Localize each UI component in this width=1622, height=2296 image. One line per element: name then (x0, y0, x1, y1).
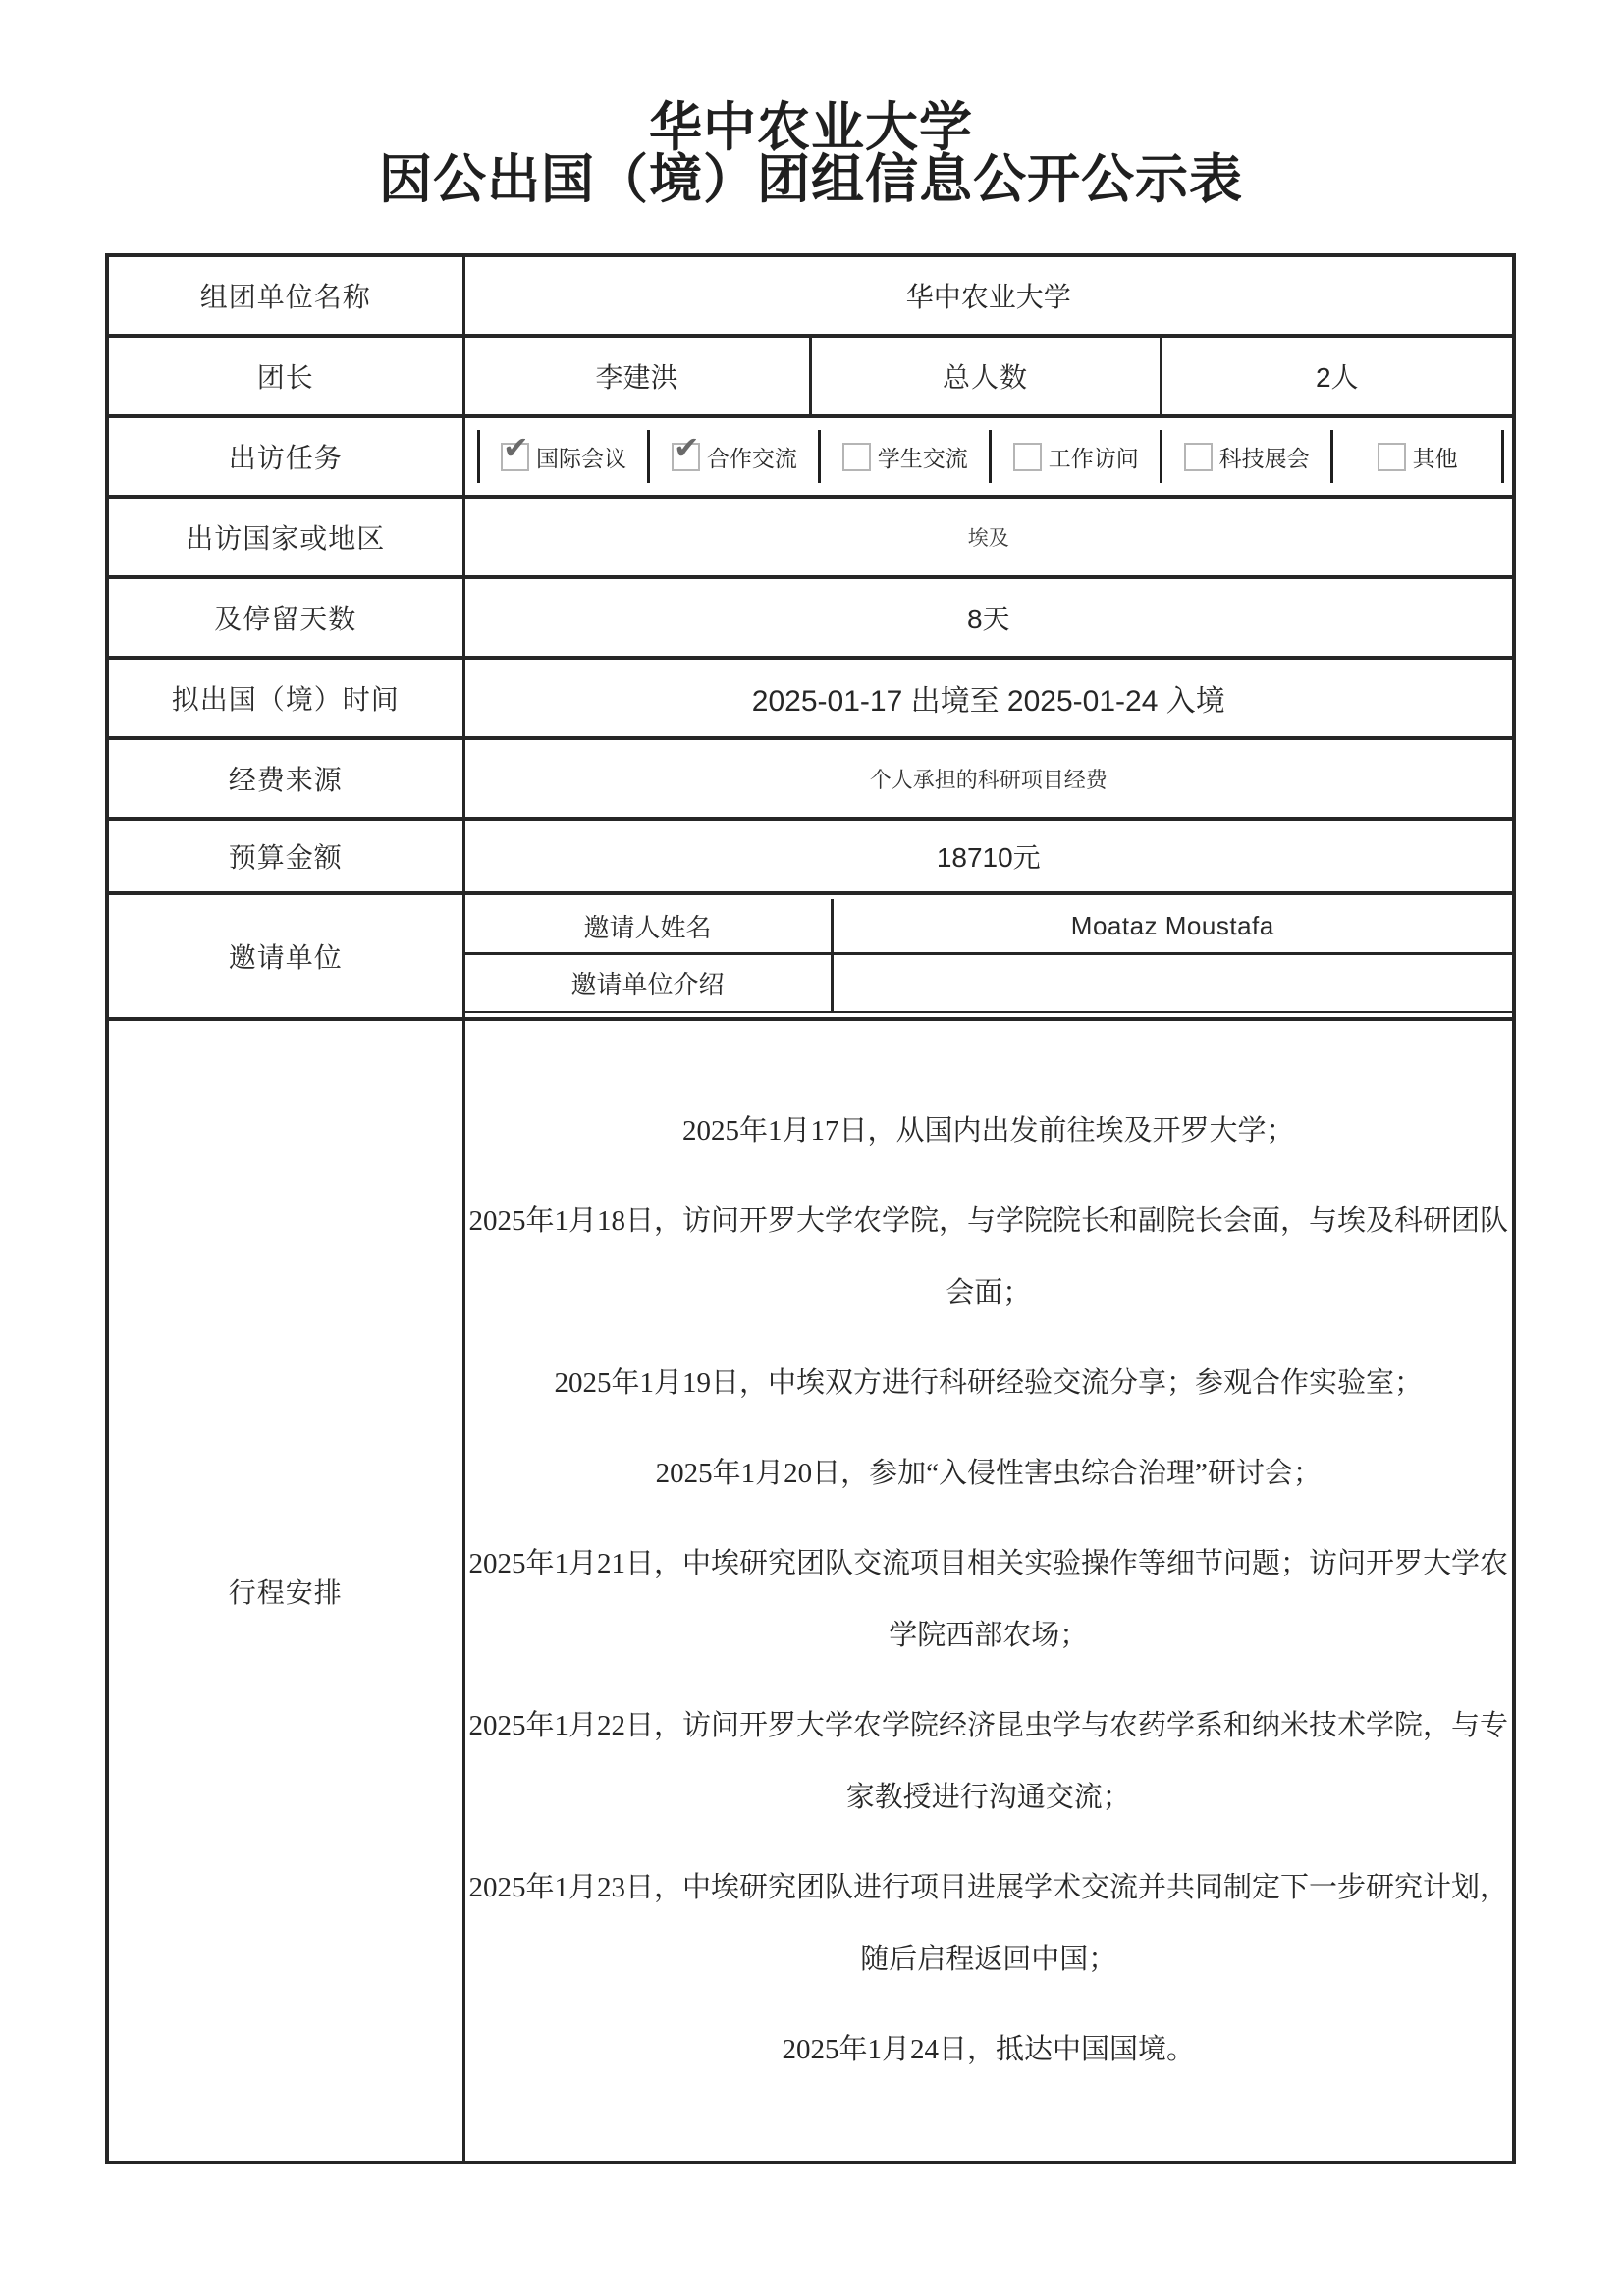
task-label: 工作访问 (1048, 445, 1139, 471)
group-unit-value: 华中农业大学 (463, 255, 1514, 336)
inviter-intro-label: 邀请单位介绍 (465, 955, 834, 1011)
checkbox-international-conference[interactable] (501, 429, 529, 471)
itinerary-paragraph: 2025年1月24日，抵达中国国境。 (782, 2034, 1196, 2065)
dates-label: 拟出国（境）时间 (107, 658, 463, 738)
row-days (107, 577, 1514, 658)
separator (1501, 430, 1504, 483)
row-dates (107, 658, 1514, 738)
row-funding (107, 738, 1514, 819)
itinerary-paragraph: 2025年1月23日，中埃研究团队进行项目进展学术交流并共同制定下一步研究计划，随后启程返回中国； (468, 1872, 1509, 1975)
inviter-name-value: Moataz Moustafa (834, 899, 1513, 955)
total-people-value: 2人 (1161, 336, 1514, 416)
inviter-cell (463, 893, 1514, 1019)
checkbox-tech-exhibition[interactable] (1184, 443, 1213, 471)
funding-value: 个人承担的科研项目经费 (463, 738, 1514, 819)
task-item-tech-exhibition (1162, 441, 1330, 473)
itinerary-content (463, 1019, 1514, 2163)
inviter-nested-table (465, 899, 1513, 1013)
row-inviter (107, 893, 1514, 1019)
itinerary-paragraph: 2025年1月22日，访问开罗大学农学院经济昆虫学与农药学系和纳米技术学院，与专家教授进行沟通交流； (468, 1710, 1509, 1813)
row-itinerary (107, 1019, 1514, 2163)
days-value: 8天 (463, 577, 1514, 658)
itinerary-paragraph: 2025年1月19日，中埃双方进行科研经验交流分享；参观合作实验室； (554, 1367, 1424, 1399)
itinerary-paragraph: 2025年1月18日，访问开罗大学农学院，与学院院长和副院长会面，与埃及科研团队会面； (468, 1205, 1509, 1308)
task-label: 国际会议 (535, 445, 626, 471)
checkbox-work-visit[interactable] (1013, 443, 1042, 471)
task-item-student-exchange (821, 441, 989, 473)
itinerary-paragraph: 2025年1月21日，中埃研究团队交流项目相关实验操作等细节问题；访问开罗大学农学院西部农场； (468, 1548, 1509, 1651)
itinerary-paragraph: 2025年1月20日，参加“入侵性害虫综合治理”研讨会； (655, 1458, 1322, 1489)
budget-value: 18710元 (463, 819, 1514, 893)
task-item-cooperation-exchange (650, 429, 818, 473)
checkmark-icon: ✔ (502, 429, 529, 465)
checkbox-cooperation-exchange[interactable] (672, 429, 700, 471)
checkmark-icon: ✔ (673, 429, 700, 465)
budget-label: 预算金额 (107, 819, 463, 893)
row-leader (107, 336, 1514, 416)
task-label: 合作交流 (706, 445, 797, 471)
row-tasks (107, 416, 1514, 497)
tasks-value-cell (463, 416, 1514, 497)
inviter-intro-value (834, 955, 1513, 1011)
funding-label: 经费来源 (107, 738, 463, 819)
public-notice-table (105, 253, 1516, 2164)
row-group-unit (107, 255, 1514, 336)
document-title (0, 98, 1622, 209)
inviter-name-label: 邀请人姓名 (465, 899, 834, 955)
itinerary-label: 行程安排 (107, 1019, 463, 2163)
title-line-2: 因公出国（境）团组信息公开公示表 (379, 150, 1243, 209)
countries-label: 出访国家或地区 (107, 497, 463, 577)
itinerary-paragraph: 2025年1月17日，从国内出发前往埃及开罗大学； (682, 1115, 1295, 1147)
countries-value: 埃及 (463, 497, 1514, 577)
tasks-label: 出访任务 (107, 416, 463, 497)
leader-value: 李建洪 (463, 336, 810, 416)
days-label: 及停留天数 (107, 577, 463, 658)
checkbox-student-exchange[interactable] (842, 443, 871, 471)
task-label: 学生交流 (877, 445, 968, 471)
task-label: 其他 (1412, 445, 1458, 471)
row-countries (107, 497, 1514, 577)
group-unit-label: 组团单位名称 (107, 255, 463, 336)
row-budget (107, 819, 1514, 893)
checkbox-other[interactable] (1378, 443, 1406, 471)
task-item-international-conference (480, 429, 648, 473)
dates-value: 2025-01-17 出境至 2025-01-24 入境 (463, 658, 1514, 738)
inviter-label: 邀请单位 (107, 893, 463, 1019)
leader-label: 团长 (107, 336, 463, 416)
task-item-work-visit (992, 441, 1160, 473)
total-people-label: 总人数 (810, 336, 1161, 416)
task-item-other (1333, 441, 1501, 473)
title-line-1: 华中农业大学 (649, 98, 973, 157)
task-label: 科技展会 (1218, 445, 1310, 471)
task-checkbox-strip (465, 430, 1513, 483)
